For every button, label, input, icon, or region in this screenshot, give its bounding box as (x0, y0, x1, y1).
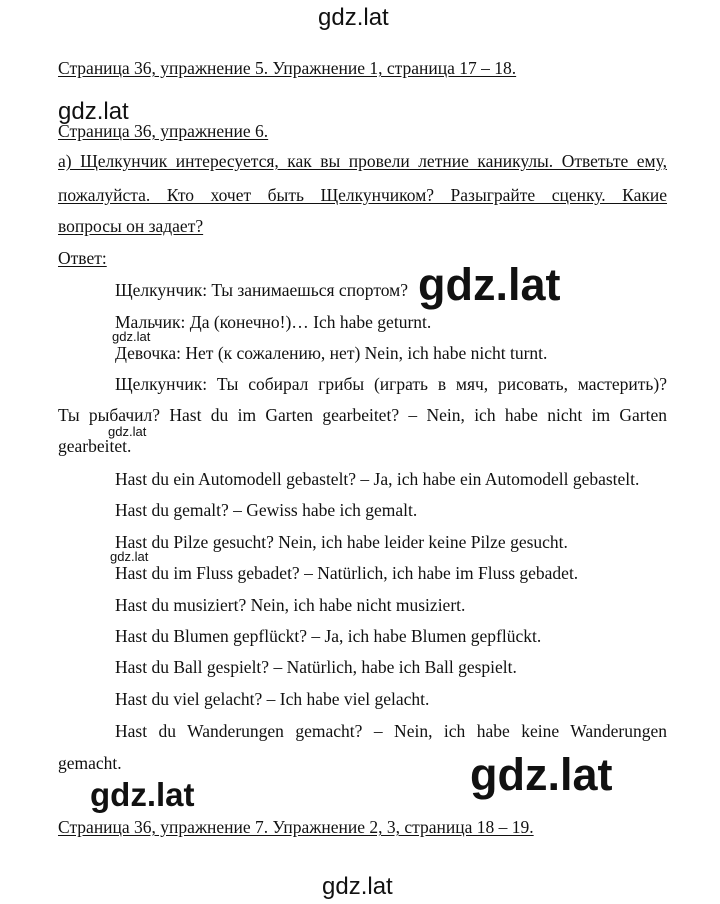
answer-line: gearbeitet. (58, 436, 132, 456)
watermark-bold-bottom-left: gdz.lat (90, 776, 195, 813)
watermark-big-bottom-right: gdz.lat (470, 749, 613, 800)
watermark-footer: gdz.lat (322, 873, 393, 900)
task-line: а) Щелкунчик интересуется, как вы провели летние каникулы. Ответьте ему, (58, 151, 667, 171)
watermark-tiny: gdz.lat (110, 549, 149, 564)
answer-line: Мальчик: Да (конечно!)… Ich habe geturnt. (115, 312, 432, 332)
answer-line: Hast du Pilze gesucht? Nein, ich habe leider keine Pilze gesucht. (115, 532, 568, 552)
answer-label: Ответ: (58, 248, 107, 268)
exercise-6-heading: Страница 36, упражнение 6. (58, 121, 269, 141)
answer-line: Hast du Wanderungen gemacht? – Nein, ich habe keine Wanderungen (115, 721, 667, 741)
exercise-5-heading: Страница 36, упражнение 5. Упражнение 1, страница 17 – 18. (58, 58, 517, 78)
watermark-tiny: gdz.lat (108, 424, 147, 439)
task-line: пожалуйста. Кто хочет быть Щелкунчиком? Разыграйте сценку. Какие (58, 185, 667, 205)
watermark-header: gdz.lat (318, 4, 389, 31)
answer-line: Hast du Blumen gepflückt? – Ja, ich habe Blumen gepflückt. (115, 626, 542, 646)
watermark-big-right: gdz.lat (418, 259, 561, 310)
answer-line: Hast du im Fluss gebadet? – Natürlich, ich habe im Fluss gebadet. (115, 563, 579, 583)
answer-line: Щелкунчик: Ты собирал грибы (играть в мяч, рисовать, мастерить)? (115, 374, 667, 394)
watermark-left-small: gdz.lat (58, 98, 129, 125)
answer-line: Hast du ein Automodell gebastelt? – Ja, ich habe ein Automodell gebastelt. (115, 469, 640, 489)
task-line: вопросы он задает? (58, 216, 204, 236)
answer-line: Щелкунчик: Ты занимаешься спортом? (115, 280, 409, 300)
answer-line: Ты рыбачил? Hast du im Garten gearbeitet? – Nein, ich habe nicht im Garten (58, 405, 667, 425)
answer-line: gemacht. (58, 753, 122, 773)
answer-line: Hast du Ball gespielt? – Natürlich, habe ich Ball gespielt. (115, 657, 517, 677)
answer-line: Hast du musiziert? Nein, ich habe nicht musiziert. (115, 595, 466, 615)
watermark-tiny: gdz.lat (112, 329, 151, 344)
answer-line: Hast du gemalt? – Gewiss habe ich gemalt. (115, 500, 418, 520)
answer-line: Hast du viel gelacht? – Ich habe viel gelacht. (115, 689, 430, 709)
exercise-7-heading: Страница 36, упражнение 7. Упражнение 2, 3, страница 18 – 19. (58, 817, 534, 837)
answer-line: Девочка: Нет (к сожалению, нет) Nein, ich habe nicht turnt. (115, 343, 548, 363)
